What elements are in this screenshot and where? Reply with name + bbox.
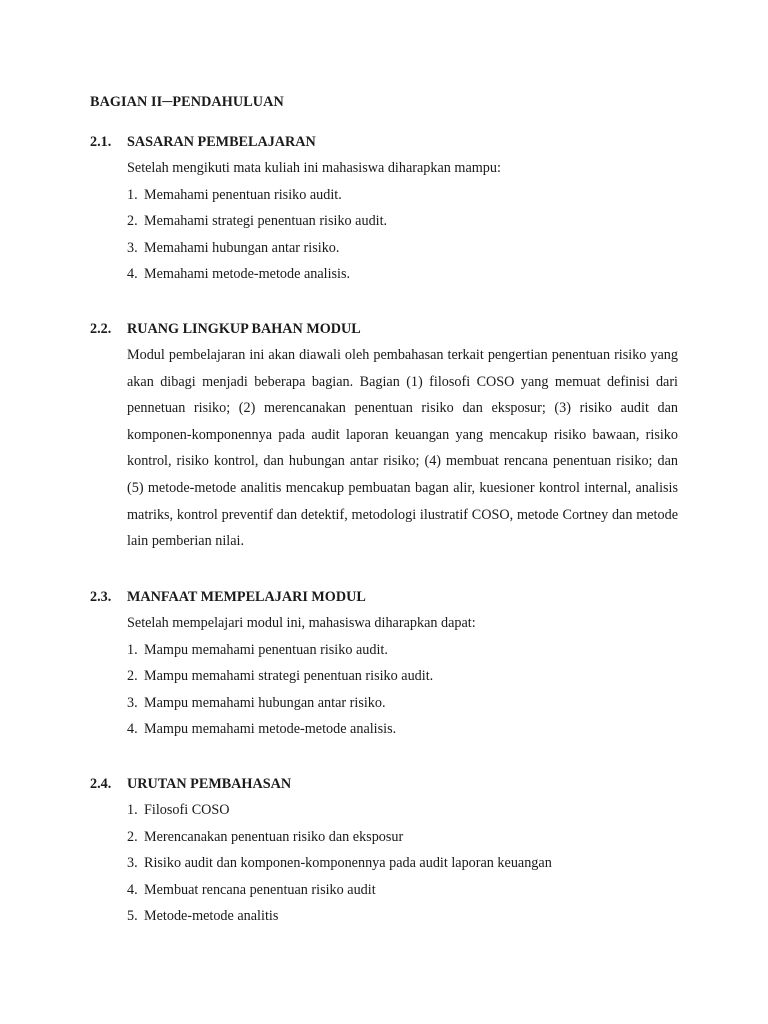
list-item-number: 1.: [127, 802, 138, 818]
section-body: [127, 610, 678, 743]
list-item: [127, 797, 678, 824]
section-discussion-order: [90, 771, 678, 930]
scope-paragraph: Modul pembelajaran ini akan diawali oleh pembahasan terkait pengertian penentuan risiko yang akan dibagi menjadi beberapa bagian. Bagian (1) filosofi COSO yang memuat definisi dari pennetuan risiko; (2) merencanakan penentuan risiko dan eksposur; (3) risiko audit dan komponen-komponennya pada audit laporan keuangan yang mencakup risiko bawaan, risiko kontrol, risiko kontrol, dan hubungan antar risiko; (4) membuat rencana penentuan risiko; dan (5) metode-metode analitis mencakup pembuatan bagan alir, kuesioner kontrol internal, analisis matriks, kontrol preventif dan detektif, metodologi ilustratif COSO, metode Cortney dan metode lain pemberian nilai.: [127, 347, 678, 550]
list-item: [127, 903, 678, 930]
list-item-text: Memahami metode-metode analisis.: [144, 266, 351, 282]
list-item-number: 4.: [127, 266, 138, 282]
list-item-number: 3.: [127, 239, 138, 256]
list-item-number: 2.: [127, 668, 138, 684]
list-item-number: 3.: [127, 694, 138, 711]
list-item-number: 3.: [127, 855, 138, 871]
section-number: 2.3.: [90, 589, 112, 605]
list-item: [127, 716, 678, 743]
list-item: [127, 235, 678, 262]
section-title: SASARAN PEMBELAJARAN: [127, 134, 316, 150]
section-body: [127, 155, 678, 288]
list-item-text: Mampu memahami hubungan antar risiko.: [144, 694, 386, 711]
section-title: RUANG LINGKUP BAHAN MODUL: [127, 321, 361, 337]
list-item-number: 5.: [127, 908, 138, 924]
list-item-number: 2.: [127, 213, 138, 229]
objectives-list: [127, 182, 678, 288]
list-item-text: Memahami strategi penentuan risiko audit.: [144, 213, 388, 229]
list-item: [127, 663, 678, 690]
list-item-text: Mampu memahami strategi penentuan risiko audit.: [144, 668, 434, 684]
section-module-benefits: [90, 584, 678, 743]
section-learning-objectives: [90, 129, 678, 288]
section-intro: Setelah mempelajari modul ini, mahasiswa diharapkan dapat:: [127, 615, 476, 631]
list-item-text: Mampu memahami metode-metode analisis.: [144, 721, 397, 737]
list-item-text: Risiko audit dan komponen-komponennya pada audit laporan keuangan: [144, 855, 552, 871]
benefits-list: [127, 637, 678, 743]
section-intro: Setelah mengikuti mata kuliah ini mahasiswa diharapkan mampu:: [127, 160, 501, 176]
section-number: 2.1.: [90, 134, 112, 150]
list-item: [127, 261, 678, 288]
list-item-text: Membuat rencana penentuan risiko audit: [144, 881, 376, 898]
section-heading: [90, 771, 678, 797]
list-item: [127, 877, 678, 904]
section-heading: [90, 316, 678, 342]
section-title: URUTAN PEMBAHASAN: [127, 776, 292, 792]
list-item-text: Filosofi COSO: [144, 802, 230, 818]
list-item: [127, 208, 678, 235]
list-item: [127, 690, 678, 717]
list-item-number: 2.: [127, 828, 138, 845]
list-item-text: Metode-metode analitis: [144, 908, 279, 924]
section-body: [127, 797, 678, 930]
list-item-text: Merencanakan penentuan risiko dan eksposur: [144, 828, 404, 845]
section-body: [127, 342, 678, 555]
list-item: [127, 824, 678, 851]
list-item: [127, 182, 678, 209]
list-item-text: Memahami penentuan risiko audit.: [144, 186, 342, 203]
section-title: MANFAAT MEMPELAJARI MODUL: [127, 589, 366, 605]
section-number: 2.4.: [90, 776, 112, 792]
list-item-number: 4.: [127, 881, 138, 898]
section-module-scope: [90, 316, 678, 555]
list-item-number: 1.: [127, 641, 138, 658]
list-item-text: Memahami hubungan antar risiko.: [144, 239, 340, 256]
discussion-order-list: [127, 797, 678, 930]
section-heading: [90, 129, 678, 155]
section-number: 2.2.: [90, 321, 112, 337]
list-item-number: 1.: [127, 186, 138, 203]
list-item-text: Mampu memahami penentuan risiko audit.: [144, 641, 388, 658]
section-heading: [90, 584, 678, 610]
list-item-number: 4.: [127, 721, 138, 737]
list-item: [127, 850, 678, 877]
list-item: [127, 637, 678, 664]
part-title: BAGIAN II─PENDAHULUAN: [90, 94, 284, 110]
